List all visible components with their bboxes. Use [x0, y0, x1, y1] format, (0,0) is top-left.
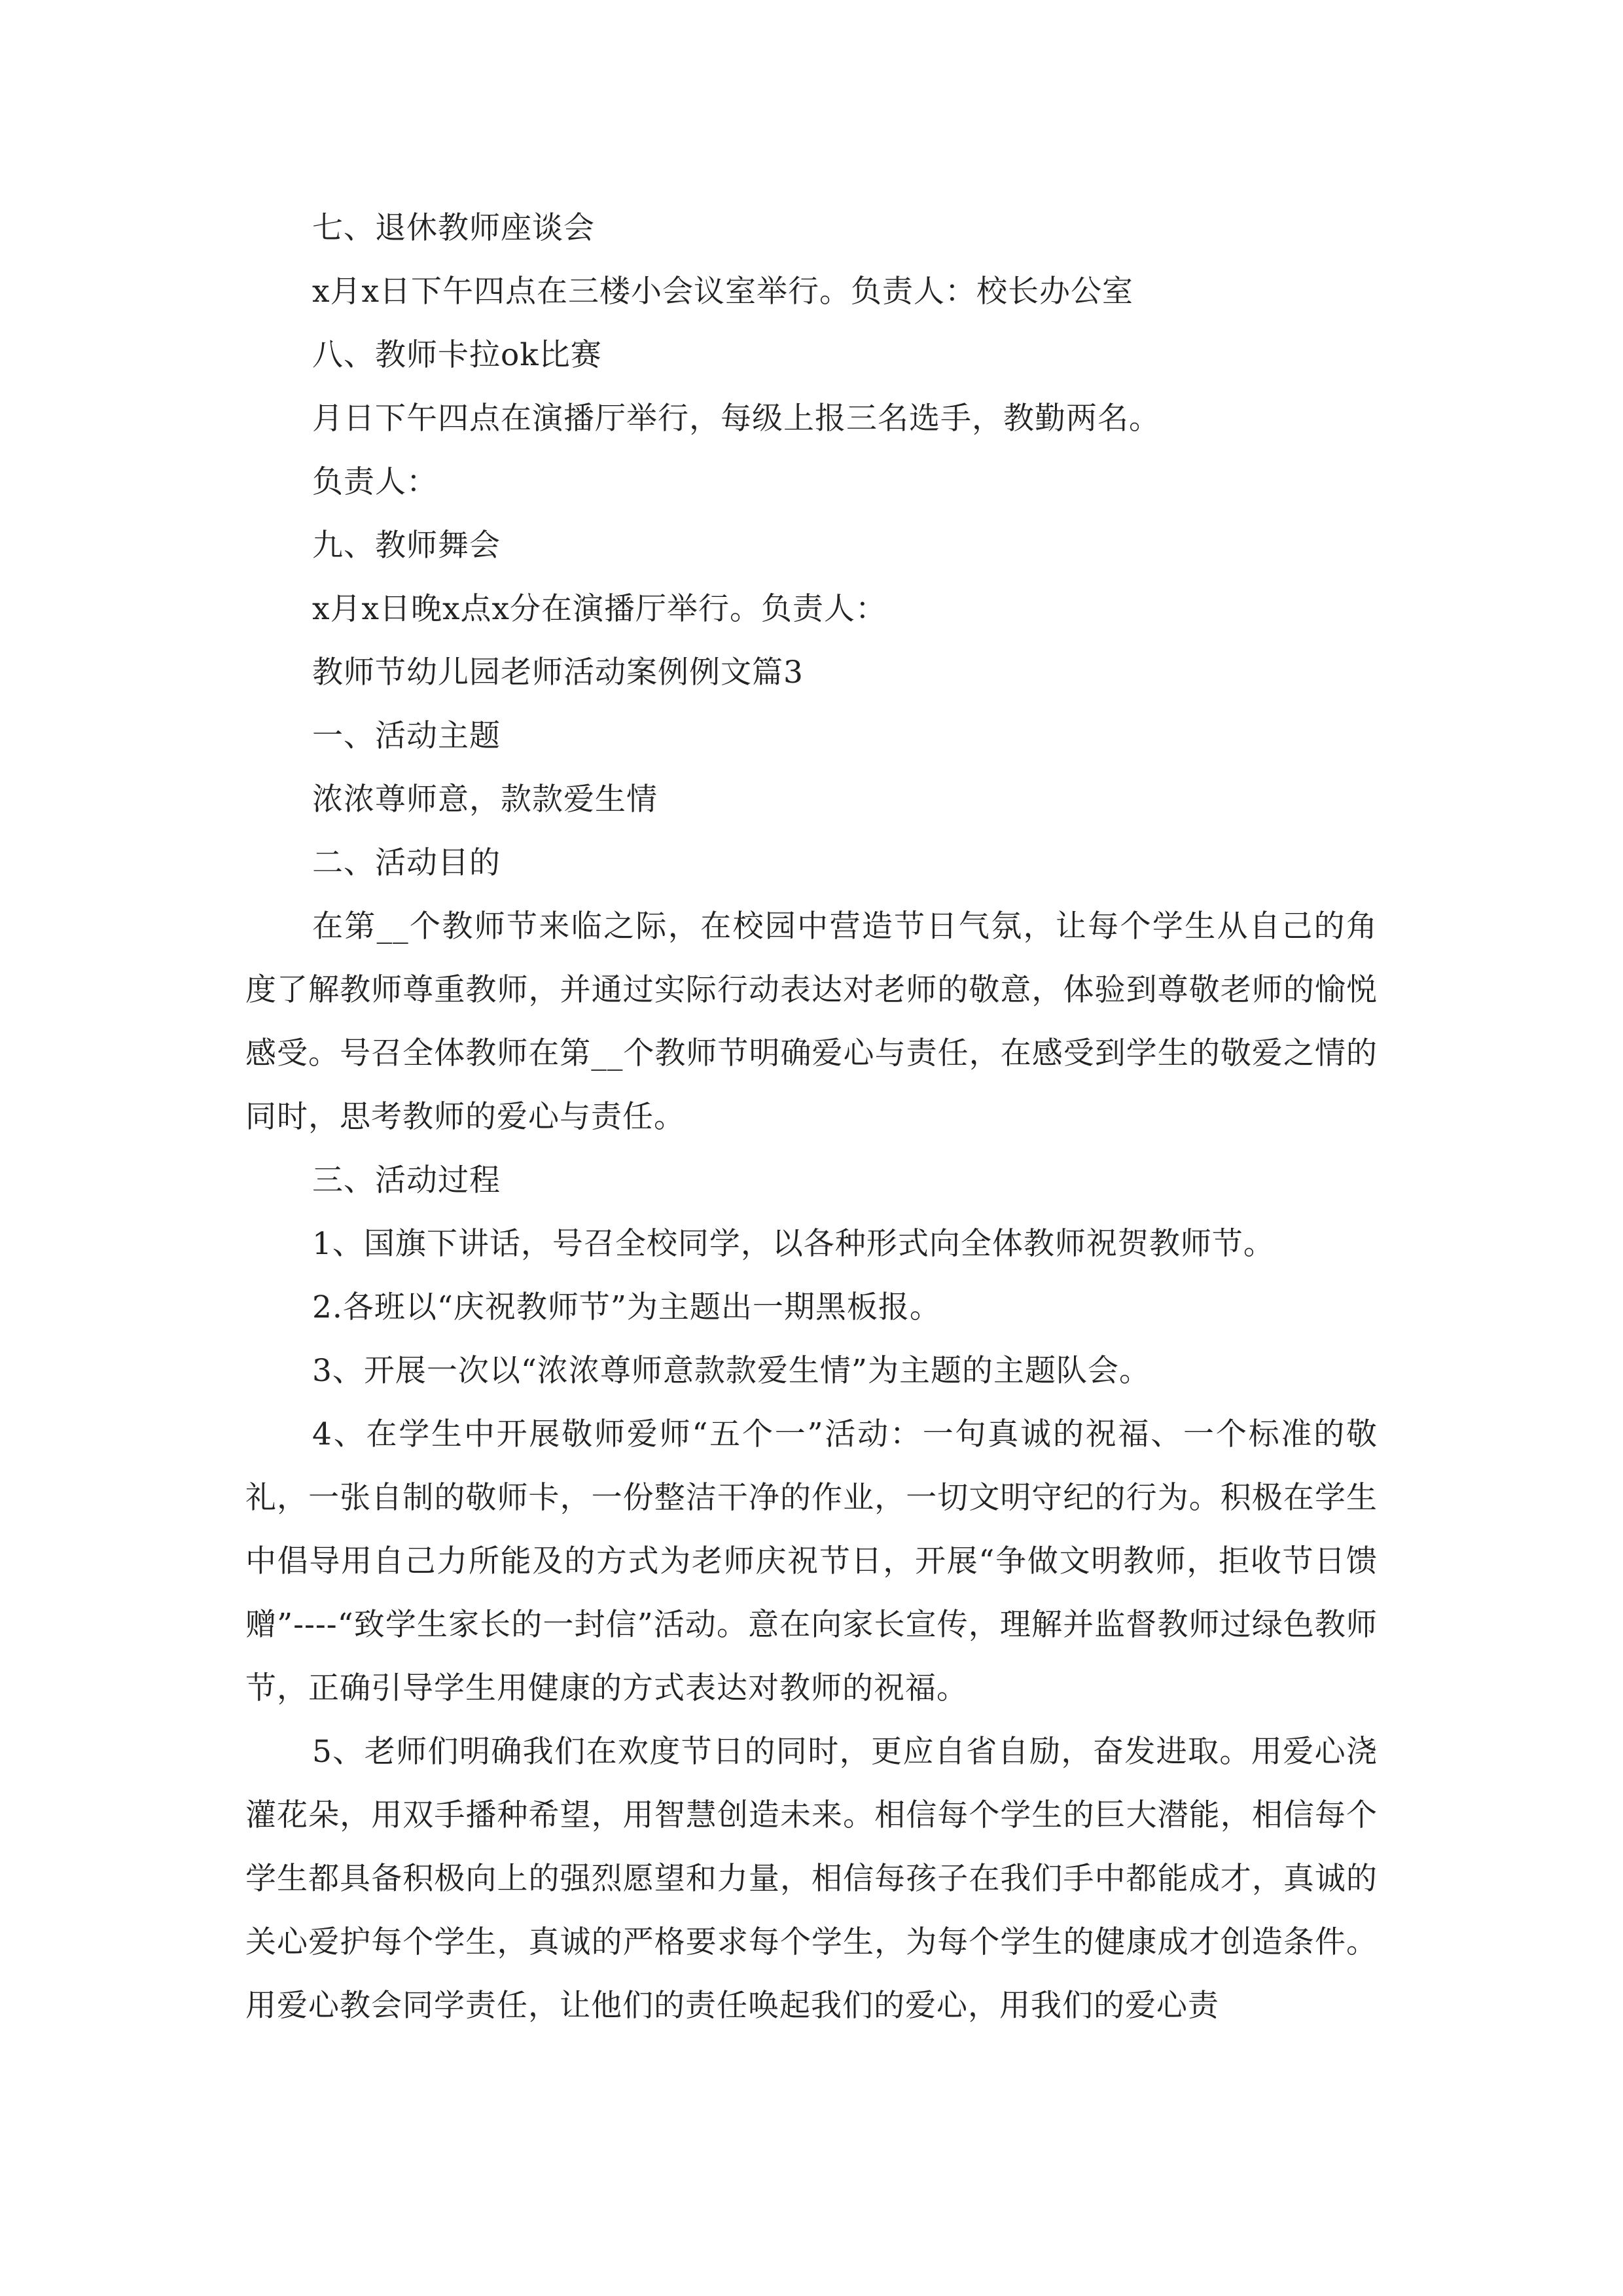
- activity-theme-text: 浓浓尊师意，款款爱生情: [312, 781, 658, 817]
- section-heading-karaoke-contest: 八、教师卡拉ok比赛: [312, 337, 602, 373]
- section-heading-teacher-dance: 九、教师舞会: [312, 528, 501, 564]
- karaoke-details-line: 月日下午四点在演播厅举行，每级上报三名选手，教勤两名。: [312, 401, 1160, 437]
- process-item-5-paragraph: 5、老师们明确我们在欢度节日的同时，更应自省自励，奋发进取。用爱心浇灌花朵，用双手播种希望，用智慧创造未来。相信每个学生的巨大潜能，相信每个学生都具备积极向上的强烈愿望和力量，相信每孩子在我们手中都能成才，真诚的关心爱护每个学生，真诚的严格要求每个学生，为每个学生的健康成才创造条件。用爱心教会同学责任，让他们的责任唤起我们的爱心，用我们的爱心责: [245, 1734, 1378, 2024]
- article-title: 教师节幼儿园老师活动案例例文篇3: [312, 655, 804, 691]
- process-item-2: 2.各班以“庆祝教师节”为主题出一期黑板报。: [312, 1289, 941, 1325]
- section-heading-retired-teachers-meeting: 七、退休教师座谈会: [312, 210, 595, 246]
- section-heading-activity-theme: 一、活动主题: [312, 718, 501, 754]
- process-item-4-paragraph: 4、在学生中开展敬师爱师“五个一”活动：一句真诚的祝福、一个标准的敬礼，一张自制的敬师卡，一份整洁干净的作业，一切文明守纪的行为。积极在学生中倡导用自己力所能及的方式为老师庆祝节日，开展“争做文明教师，拒收节日馈赠”----“致学生家长的一封信”活动。意在向家长宣传，理解并监督教师过绿色教师节，正确引导学生用健康的方式表达对教师的祝福。: [245, 1416, 1378, 1706]
- meeting-details-line: x月x日下午四点在三楼小会议室举行。负责人：校长办公室: [312, 274, 1134, 310]
- process-item-1: 1、国旗下讲话，号召全校同学，以各种形式向全体教师祝贺教师节。: [312, 1226, 1275, 1262]
- section-heading-activity-purpose: 二、活动目的: [312, 845, 501, 881]
- document-body: [245, 196, 1378, 2037]
- process-item-3: 3、开展一次以“浓浓尊师意款款爱生情”为主题的主题队会。: [312, 1353, 1150, 1389]
- dance-details-line: x月x日晚x点x分在演播厅举行。负责人：: [312, 591, 887, 627]
- section-heading-activity-process: 三、活动过程: [312, 1162, 501, 1198]
- activity-purpose-paragraph: 在第__个教师节来临之际，在校园中营造节日气氛，让每个学生从自己的角度了解教师尊重教师，并通过实际行动表达对老师的敬意，体验到尊敬老师的愉悦感受。号召全体教师在第__个教师节明确爱心与责任，在感受到学生的敬爱之情的同时，思考教师的爱心与责任。: [245, 908, 1378, 1135]
- responsible-person-line: 负责人：: [312, 464, 438, 500]
